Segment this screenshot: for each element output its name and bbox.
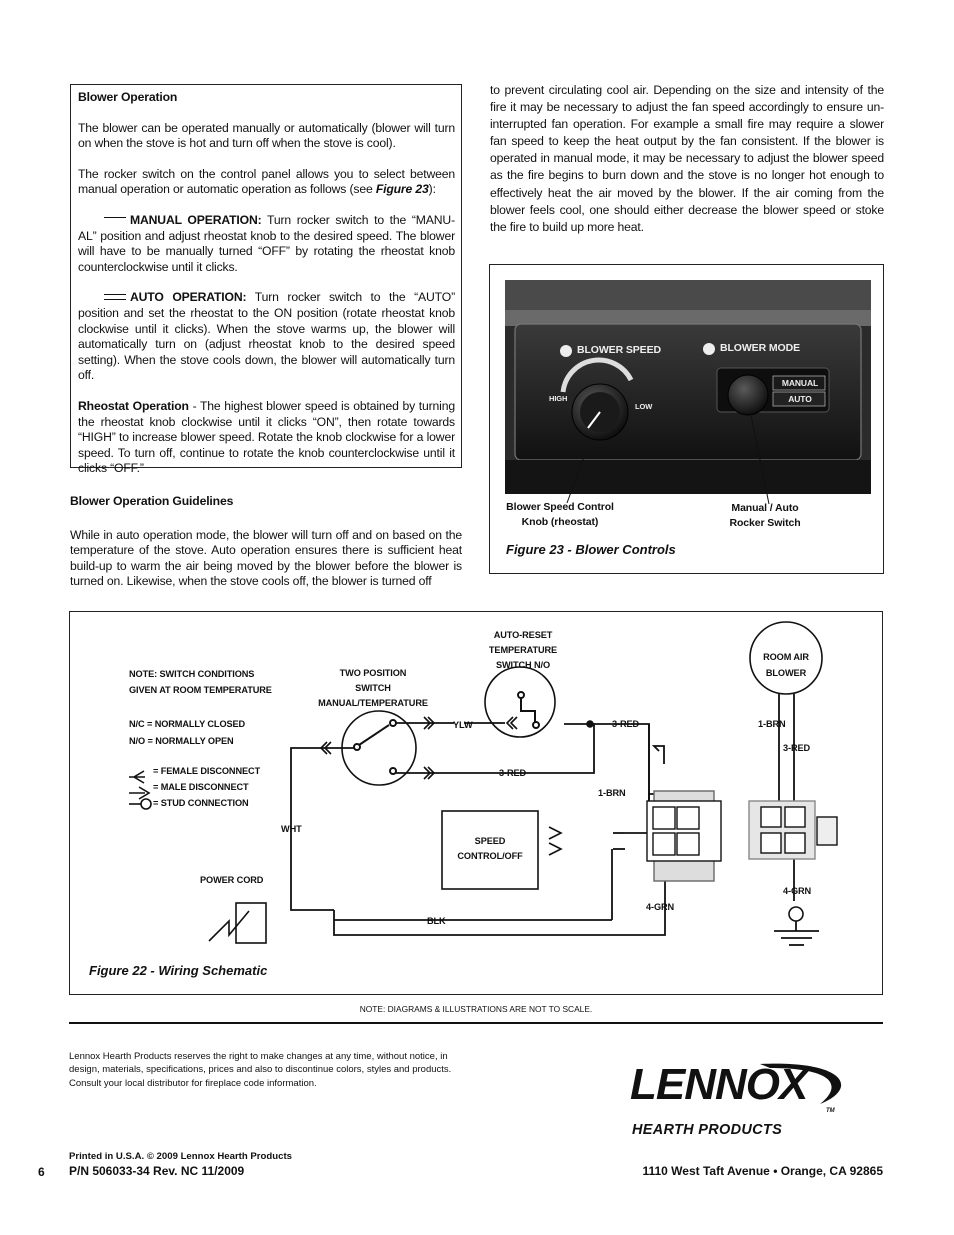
room-blower-label: ROOM AIR BLOWER [763,652,809,678]
legend-stud-connection: = STUD CONNECTION [153,798,249,808]
wire-blk: BLK [427,916,446,926]
logo-wordmark: LENNOX [630,1060,808,1109]
figure-23-reference: Figure 23 [375,182,429,197]
wire-brn-blower: 1-BRN [758,719,786,729]
blower-operation-content [78,90,455,477]
guidelines-section [70,494,462,590]
photo-blower-speed-label: BLOWER SPEED [577,344,661,356]
footer-disclaimer: Lennox Hearth Products reserves the right to make changes at any time, without notice, in design, materials, specifications, prices and also to discontinue colors, styles and products. Consult your local distributor for fireplace code information. [69,1051,452,1089]
guidelines-title: Blower Operation Guidelines [70,494,234,508]
wire-ylw: YLW [453,720,473,730]
guidelines-text: While in auto operation mode, the blower will turn off and on based on the temperature of the stove. Auto operation ensures there is sufficient heat build-up to warm the air being moved by the blower before the blower is turned on. Likewise, when the stove cools off, the blower is turned off [70,527,462,589]
auto-operation-label: AUTO OPERATION: [130,290,247,305]
legend-female-disconnect: = FEMALE DISCONNECT [153,766,261,776]
wire-brn-connector: 1-BRN [598,788,626,798]
lennox-logo [630,1058,860,1150]
wire-grn-connector: 4-GRN [646,902,675,912]
connector-right [749,801,837,859]
footer-address: 1110 West Taft Avenue • Orange, CA 92865 [642,1164,883,1178]
wire-grn-ground: 4-GRN [783,886,812,896]
photo-auto-label: AUTO [788,394,812,404]
blower-operation-para2: The rocker switch on the control panel allows you to select between manual operation or automatic operation as follows (see Figure 23): [78,166,455,197]
logo-tm: TM [826,1108,835,1114]
figure-23-caption: Figure 23 - Blower Controls [506,542,676,557]
footer-divider [69,1022,883,1024]
schematic-note: NOTE: SWITCH CONDITIONS GIVEN AT ROOM TEMPERATURE [129,669,272,695]
page-number: 6 [38,1165,45,1179]
switch-label: TWO POSITION SWITCH MANUAL/TEMPERATURE [318,668,428,708]
schematic-nc-no: N/C = NORMALLY CLOSED N/O = NORMALLY OPEN [129,719,246,746]
photo-high-label: HIGH [549,394,568,403]
scale-note: NOTE: DIAGRAMS & ILLUSTRATIONS ARE NOT TO SCALE. [359,1004,593,1014]
speed-control-label: SPEED CONTROL/OFF [457,836,523,861]
blower-operation-title: Blower Operation [78,90,178,104]
wire-red-switch: 3-RED [499,768,527,778]
legend-male-disconnect: = MALE DISCONNECT [153,782,249,792]
photo-manual-label: MANUAL [781,378,819,388]
right-column-text: to prevent circulating cool air. Depending on the size and intensity of the fire it may be necessary to adjust the fan speed accordingly to ensure un-interrupted fan operation. For example a small fire may require a slower fan speed to keep the heat output by the fan consistent. If the blower is operated in manual mode, it may be necessary to adjust the blower speed as the fire begins to burn down and the stove is no longer hot enough to effectively heat the air moved by the blower. If the air coming from the blower feels cool, one should either decrease the blower speed or stoke the fire to build up more heat. [490,83,884,234]
wire-red-blower: 3-RED [783,743,811,753]
part-number: P/N 506033-34 Rev. NC 11/2009 [69,1164,245,1178]
wire-wht: WHT [281,824,302,834]
auto-operation-para: AUTO OPERATION: Turn rocker switch to the “AUTO” position and set the rheostat to the ON position (rotate rheostat knob clockwise until it clicks). When the stove warms up, the blower will automatically turn on (adjust rheostat knob to the desired speed setting). When the stove cools down, the blower will automatically turn off. [78,290,455,383]
photo-low-label: LOW [635,402,653,411]
knob-label: Blower Speed Control Knob (rheostat) [506,501,614,528]
rocker-label: Manual / Auto Rocker Switch [729,502,801,529]
wire-red-temp: 3-RED [612,719,640,729]
manual-operation-label: MANUAL OPERATION: [130,212,262,227]
temp-switch-label: AUTO-RESET TEMPERATURE SWITCH N/O [488,630,558,670]
photo-blower-mode-label: BLOWER MODE [720,342,800,354]
power-cord-label: POWER CORD [200,875,264,885]
auto-switch-icon [104,294,126,303]
manual-operation-para: MANUAL OPERATION: Turn rocker switch to the “MANU-AL” position and adjust rheostat knob to the desired speed. The blower will have to be manually turned “OFF” by rotating the rheostat knob counterclockwise until it clicks. [78,212,455,274]
connector-left [647,791,721,881]
manual-switch-icon [104,216,126,225]
rheostat-operation-label: Rheostat Operation [78,398,189,413]
rheostat-operation-para: Rheostat Operation - The highest blower speed is obtained by turning the rheostat knob clockwise until it clicks “ON”, then rotate towards “HIGH” to increase blower speed. Rotate the knob clockwise for a lower speed. To turn off, continue to rotate the knob counterclockwise until it clicks “OFF.” [78,398,455,476]
printed-line: Printed in U.S.A. © 2009 Lennox Hearth Products [69,1151,292,1162]
blower-operation-para1: The blower can be operated manually or automatically (blower will turn on when the stove is hot and turn off when the stove is cool). [78,120,455,151]
logo-subtitle: HEARTH PRODUCTS [632,1122,783,1138]
figure-22-caption: Figure 22 - Wiring Schematic [89,963,268,978]
